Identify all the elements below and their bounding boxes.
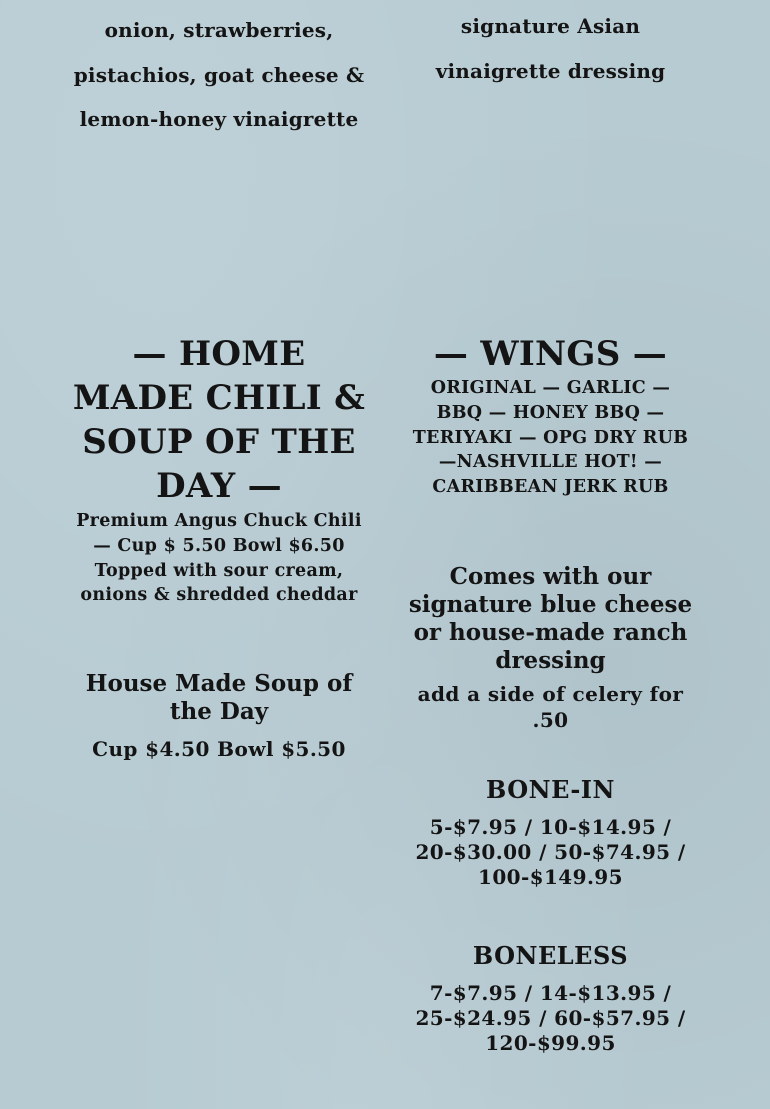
wings-flavor-line: ORIGINAL — GARLIC —	[430, 378, 671, 398]
salad-right-description	[398, 4, 703, 93]
boneless-price-line: 25-$24.95 / 60-$57.95 /	[415, 1006, 686, 1030]
wings-dressing-line: Comes with our	[449, 563, 652, 590]
chili-desc-line: Premium Angus Chuck Chili	[76, 511, 362, 531]
wings-heading-text: — WINGS —	[433, 334, 668, 374]
wings-flavor-line: TERIYAKI — OPG DRY RUB	[412, 427, 689, 448]
wings-dressing-line: or house-made ranch	[413, 619, 688, 646]
salad-left-line: pistachios, goat cheese &	[73, 62, 365, 87]
chili-heading-line: SOUP OF THE	[82, 422, 356, 462]
bone-in-price-line: 100-$149.95	[478, 865, 623, 889]
chili-desc-line: — Cup $ 5.50 Bowl $6.50	[93, 535, 345, 556]
wings-flavors	[398, 376, 703, 500]
bone-in-price-line: 20-$30.00 / 50-$74.95 /	[415, 840, 686, 864]
chili-desc-line: onions & shredded cheddar	[80, 585, 358, 606]
salad-left-description	[60, 8, 378, 142]
salad-right-line: vinaigrette dressing	[435, 58, 666, 83]
boneless-price-line: 120-$99.95	[485, 1031, 616, 1055]
salad-right-line: signature Asian	[460, 14, 641, 38]
chili-heading-line: MADE CHILI &	[72, 378, 366, 418]
wings-celery-line: add a side of celery for	[417, 682, 684, 706]
chili-description	[60, 509, 378, 608]
soup-title-line: House Made Soup of	[85, 670, 353, 697]
soup-title	[60, 670, 378, 726]
wings-section-heading	[398, 332, 703, 376]
wings-dressing-line: dressing	[495, 647, 606, 674]
wings-flavor-line: CARIBBEAN JERK RUB	[432, 477, 669, 498]
boneless-title	[398, 941, 703, 971]
soup-title-line: the Day	[169, 698, 269, 725]
soup-price-text: Cup $4.50 Bowl $5.50	[92, 737, 346, 761]
bone-in-price-line: 5-$7.95 / 10-$14.95 /	[429, 815, 672, 839]
soup-price	[60, 736, 378, 762]
wings-dressing-line: signature blue cheese	[408, 591, 693, 618]
salad-left-line: lemon-honey vinaigrette	[79, 107, 359, 131]
chili-section-heading	[60, 332, 378, 508]
wings-dressing-note	[398, 563, 703, 675]
bone-in-title-text: BONE-IN	[486, 775, 615, 804]
chili-desc-line: Topped with sour cream,	[94, 560, 344, 581]
boneless-prices	[398, 981, 703, 1056]
wings-celery-note	[398, 681, 703, 733]
chili-heading-line: — HOME	[132, 334, 306, 374]
bone-in-title	[398, 775, 703, 805]
wings-celery-line: .50	[532, 708, 569, 732]
wings-flavor-line: BBQ — HONEY BBQ —	[436, 402, 665, 423]
wings-flavor-line: —NASHVILLE HOT! —	[438, 452, 663, 473]
chili-heading-line: DAY —	[156, 466, 282, 506]
boneless-title-text: BONELESS	[472, 941, 629, 970]
boneless-price-line: 7-$7.95 / 14-$13.95 /	[429, 981, 672, 1005]
bone-in-prices	[398, 815, 703, 890]
salad-left-line: onion, strawberries,	[104, 18, 334, 42]
